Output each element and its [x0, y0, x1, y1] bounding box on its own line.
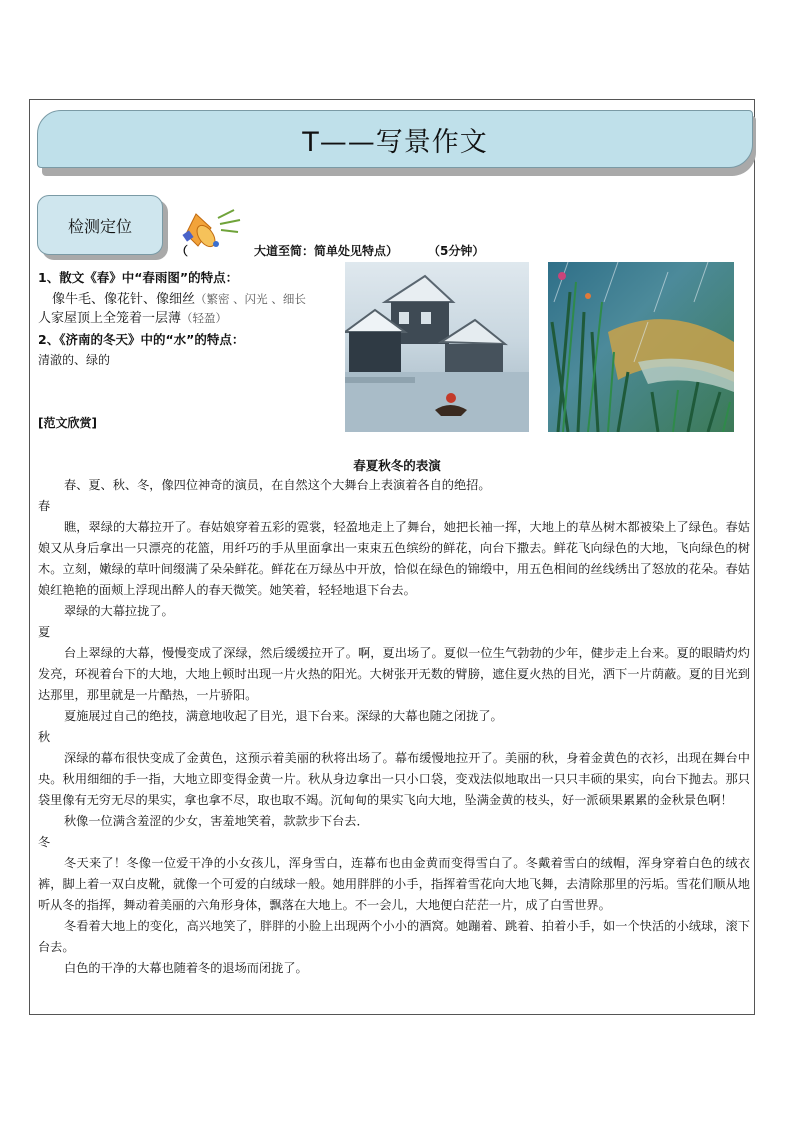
question-1-label: 1、散文《春》中“春雨图”的特点： — [38, 270, 239, 285]
essay-paragraph: 瞧，翠绿的大幕拉开了。春姑娘穿着五彩的霓裳，轻盈地走上了舞台，她把长袖一挥，大地上的草丛树木都被染上了绿色。春姑娘又从身后拿出一只漂亮的花篮，用纤巧的手从里面拿出一束束五色缤纷的鲜花，向台下撒去。鲜花飞向绿色的大地，飞向绿色的树木。立刻，嫩绿的草叶间缀满了朵朵鲜花。鲜花在万绿丛中开放，恰似在绿色的锦缎中，用五色相间的丝线绣出了怒放的花朵。春姑娘红艳艳的面颊上浮现出醉人的春天微笑。她笑着，轻轻地退下台去。 — [38, 520, 750, 597]
question-1-line-2-note: （轻盈） — [181, 311, 228, 325]
essay-paragraph: 春、夏、秋、冬，像四位神奇的演员，在自然这个大舞台上表演着各自的绝招。 — [64, 478, 491, 492]
rainy-grass-painting — [548, 262, 734, 432]
section-badge — [37, 195, 163, 255]
essay-paragraph: 台上翠绿的大幕，慢慢变成了深绿，然后缓缓拉开了。啊，夏出场了。夏似一位生气勃勃的少年，健步走上台来。夏的眼睛灼灼发亮，环视着台下的大地，大地上顿时出现一片火热的阳光。大树张开无数的臂膀，遮住夏火热的目光，洒下一片荫蔽。夏的目光到达那里，那里就是一片酷热，一片骄阳。 — [38, 646, 750, 702]
essay-paragraph: 秋像一位满含羞涩的少女，害羞地笑着，款款步下台去． — [64, 814, 369, 828]
subtitle-time: （5分钟） — [428, 244, 485, 258]
season-heading: 夏 — [38, 625, 51, 639]
essay-paragraph: 冬看着大地上的变化，高兴地笑了，胖胖的小脸上出现两个小小的酒窝。她蹦着、跳着、拍着小手，如一个快活的小绒球，滚下台去。 — [38, 919, 750, 954]
essay-title: 春夏秋冬的表演 — [353, 458, 441, 473]
season-heading: 秋 — [38, 730, 51, 744]
season-heading: 春 — [38, 499, 51, 513]
section-badge-label: 检测定位 — [67, 216, 132, 236]
essay-paragraph: 翠绿的大幕拉拢了。 — [64, 604, 174, 618]
question-1-line-1-text: 像牛毛、像花针、像细丝 — [52, 292, 196, 307]
subtitle-open-paren: （ — [176, 244, 189, 258]
title-banner — [37, 110, 753, 168]
question-1-line-2-text: 人家屋顶上全笼着一层薄 — [38, 311, 182, 326]
subtitle-text: 大道至简：简单处见特点） — [254, 244, 399, 258]
page-title: T——写景作文 — [302, 126, 488, 158]
question-1-line-2 — [38, 310, 227, 327]
essay-body — [38, 475, 750, 979]
section-label-model-essay: [范文欣赏] — [38, 416, 97, 430]
essay-paragraph: 冬天来了！冬像一位爱干净的小女孩儿，浑身雪白，连幕布也由金黄而变得雪白了。冬戴着雪白的绒帽，浑身穿着白色的绒衣裤，脚上着一双白皮靴，就像一个可爱的白绒球一般。她用胖胖的小手，指挥着雪花向大地飞舞，去清除那里的污垢。雪花们顺从地听从冬的指挥，舞动着美丽的六角形身体，飘落在大地上。不一会儿，大地便白茫茫一片，成了白雪世界。 — [38, 856, 750, 912]
question-1-line-1 — [52, 291, 306, 308]
season-heading: 冬 — [38, 835, 51, 849]
question-2-answer: 清澈的、绿的 — [38, 353, 111, 367]
spring-rain-painting — [345, 262, 529, 432]
essay-paragraph: 夏施展过自己的绝技，满意地收起了目光，退下台来。深绿的大幕也随之闭拢了。 — [64, 709, 503, 723]
question-1-line-1-note: （繁密 、闪光 、细长 — [195, 292, 306, 306]
essay-paragraph: 深绿的幕布很快变成了金黄色，这预示着美丽的秋将出场了。幕布缓慢地拉开了。美丽的秋，身着金黄色的衣衫，出现在舞台中央。秋用细细的手一指，大地立即变得金黄一片。秋从身边拿出一只小口袋，变戏法似地取出一只只丰硕的果实，向台下抛去。那只袋里像有无穷无尽的果实，拿也拿不尽，取也取不竭。沉甸甸的果实飞向大地，坠满金黄的枝头，好一派硕果累累的金秋景色啊！ — [38, 751, 750, 807]
question-2-label: 2、《济南的冬天》中的“水”的特点： — [38, 332, 245, 347]
essay-paragraph: 白色的干净的大幕也随着冬的退场而闭拢了。 — [64, 961, 308, 975]
